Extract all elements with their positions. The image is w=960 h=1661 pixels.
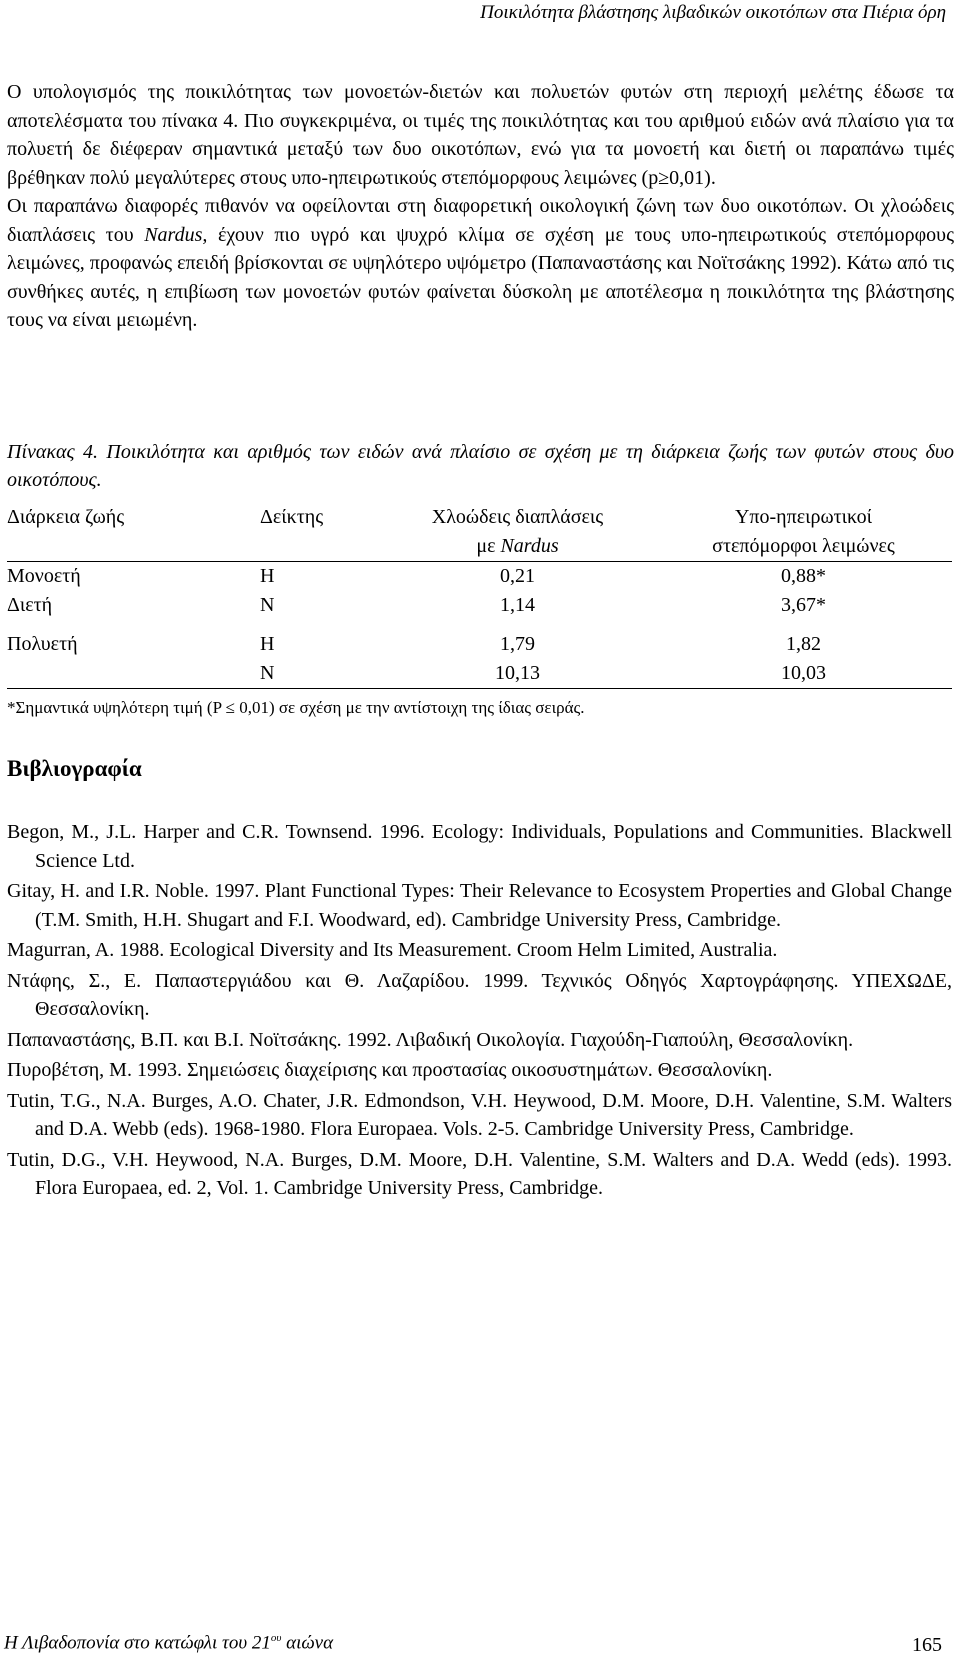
table-row bbox=[7, 591, 952, 620]
header-nardus bbox=[380, 503, 655, 562]
cell-nardus: 10,13 bbox=[380, 659, 655, 689]
reference-item: Παπαναστάσης, Β.Π. και Β.Ι. Νοϊτσάκης. 1992. Λιβαδική Οικολογία. Γιαχούδη-Γιαπούλη, Θεσσαλονίκη. bbox=[7, 1028, 854, 1051]
header-steppe-line1: Υπο-ηπειρωτικοί bbox=[734, 506, 873, 528]
cell-life bbox=[7, 659, 260, 689]
reference-item: Gitay, H. and I.R. Noble. 1997. Plant Functional Types: Their Relevance to Ecosystem Properties and Global Change (T.M. Smith, H.H. Shugart and F.I. Woodward, ed). Cambridge University Press, Cambridge. bbox=[7, 880, 952, 931]
cell-steppe: 1,82 bbox=[786, 633, 821, 655]
header-life-span: Διάρκεια ζωής bbox=[7, 503, 260, 562]
paragraph-2-part-b: έχουν πιο υγρό και ψυχρό κλίμα σε σχέση με τους υπο-ηπειρωτικούς στεπόμορφους λειμώνες, προφανώς επειδή βρίσκονται σε υψηλότερο υψόμετρο (Παπαναστάσης και Νοϊτσάκης 1992). Κάτω από τις συνθήκες αυτές, η επιβίωση των μονοετών φυτών φαίνεται δύσκολη με αποτέλεσμα η ποικιλότητα της βλάστησης τους να είναι μειωμένη. bbox=[7, 223, 954, 331]
cell-nardus: 1,79 bbox=[500, 633, 535, 655]
cell-steppe: 3,67* bbox=[781, 594, 826, 616]
header-steppe-line2: στεπόμορφοι λειμώνες bbox=[712, 535, 895, 557]
reference-item: Begon, M., J.L. Harper and C.R. Townsend. 1996. Ecology: Individuals, Populations and Communities. Blackwell Science Ltd. bbox=[7, 821, 952, 872]
cell-life: Μονοετή bbox=[7, 565, 81, 587]
references-heading: Βιβλιογραφία bbox=[7, 756, 142, 781]
table-row bbox=[7, 562, 952, 592]
header-nardus-line2 bbox=[380, 532, 655, 561]
header-nardus-prefix: με bbox=[476, 535, 501, 557]
cell-steppe: 10,03 bbox=[655, 659, 952, 689]
cell-index: H bbox=[260, 565, 275, 587]
reference-item: Magurran, A. 1988. Ecological Diversity and Its Measurement. Croom Helm Limited, Australia. bbox=[7, 939, 778, 961]
footer-title-sup: ου bbox=[270, 1632, 282, 1644]
cell-index: H bbox=[260, 633, 275, 655]
page-number: 165 bbox=[912, 1634, 942, 1656]
paragraph-2 bbox=[7, 192, 954, 335]
caption-text: Ποικιλότητα και αριθμός των ειδών ανά πλαίσιο σε σχέση με τη διάρκεια ζωής των φυτών στους δυο οικοτόπους. bbox=[7, 441, 954, 491]
table-header-row bbox=[7, 503, 952, 562]
nardus-italic: Nardus, bbox=[144, 223, 208, 246]
header-nardus-italic: Nardus bbox=[500, 535, 559, 557]
header-steppe bbox=[655, 503, 952, 562]
cell-index: N bbox=[260, 594, 275, 616]
footer-title-a: Η Λιβαδοπονία στο κατώφλι του 21 bbox=[4, 1632, 271, 1654]
header-nardus-line1: Χλοώδεις διαπλάσεις bbox=[431, 506, 604, 528]
paragraph-2-part-a: Οι παραπάνω διαφορές πιθανόν να οφείλονται στη διαφορετική οικολογική ζώνη των δυο οικοτόπων. Οι χλοώδεις διαπλάσεις του bbox=[7, 195, 954, 246]
table-spacer bbox=[7, 620, 952, 630]
paragraph-1: Ο υπολογισμός της ποικιλότητας των μονοετών-διετών και πολυετών φυτών στη περιοχή μελέτης έδωσε τα αποτελέσματα του πίνακα 4. Πιο συγκεκριμένα, οι τιμές της ποικιλότητας και του αριθμού ειδών ανά πλαίσιο για τα πολυετή δε διέφεραν σημαντικά μεταξύ των δυο οικοτόπων, ενώ για τα μονοετή και διετή οι παραπάνω τιμές βρέθηκαν πολύ μεγαλύτερες στους υπο-ηπειρωτικούς στεπόμορφους λειμώνες (p≥0,01). bbox=[7, 81, 954, 189]
references-list bbox=[7, 818, 952, 1205]
body-text bbox=[7, 78, 954, 335]
reference-item: Tutin, D.G., V.H. Heywood, N.A. Burges, D.M. Moore, D.H. Valentine, S.M. Walters and D.A. Wedd (eds). 1993. Flora Europaea, ed. 2, Vol. 1. Cambridge University Press, Cambridge. bbox=[7, 1148, 952, 1199]
reference-item: Ντάφης, Σ., Ε. Παπαστεργιάδου και Θ. Λαζαρίδου. 1999. Τεχνικός Οδηγός Χαρτογράφησης. ΥΠΕΧΩΔΕ, Θεσσαλονίκη. bbox=[7, 969, 952, 1020]
reference-item: Πυροβέτση, Μ. 1993. Σημειώσεις διαχείρισης και προστασίας οικοσυστημάτων. Θεσσαλονίκη. bbox=[7, 1059, 773, 1081]
cell-life: Διετή bbox=[7, 594, 53, 616]
cell-steppe: 0,88* bbox=[781, 565, 826, 587]
table-caption bbox=[7, 438, 954, 494]
table-footnote: *Σημαντικά υψηλότερη τιμή (P ≤ 0,01) σε σχέση με την αντίστοιχη της ίδιας σειράς. bbox=[7, 698, 585, 717]
cell-nardus: 1,14 bbox=[500, 594, 535, 616]
cell-life: Πολυετή bbox=[7, 633, 78, 655]
running-head: Ποικιλότητα βλάστησης λιβαδικών οικοτόπων στα Πιέρια όρη bbox=[480, 2, 946, 23]
cell-nardus: 0,21 bbox=[500, 565, 535, 587]
table-row bbox=[7, 659, 952, 689]
footer-title bbox=[4, 1632, 333, 1654]
caption-label: Πίνακας 4. bbox=[7, 441, 98, 463]
table-row bbox=[7, 630, 952, 659]
reference-item: Tutin, T.G., N.A. Burges, A.O. Chater, J.R. Edmondson, V.H. Heywood, D.M. Moore, D.H. Valentine, S.M. Walters and D.A. Webb (eds). 1968-1980. Flora Europaea. Vols. 2-5. Cambridge University Press, Cambridge. bbox=[7, 1089, 952, 1140]
header-index: Δείκτης bbox=[260, 503, 380, 562]
cell-index: N bbox=[260, 659, 380, 689]
footer-title-b: αιώνα bbox=[281, 1632, 334, 1654]
data-table bbox=[7, 503, 952, 689]
